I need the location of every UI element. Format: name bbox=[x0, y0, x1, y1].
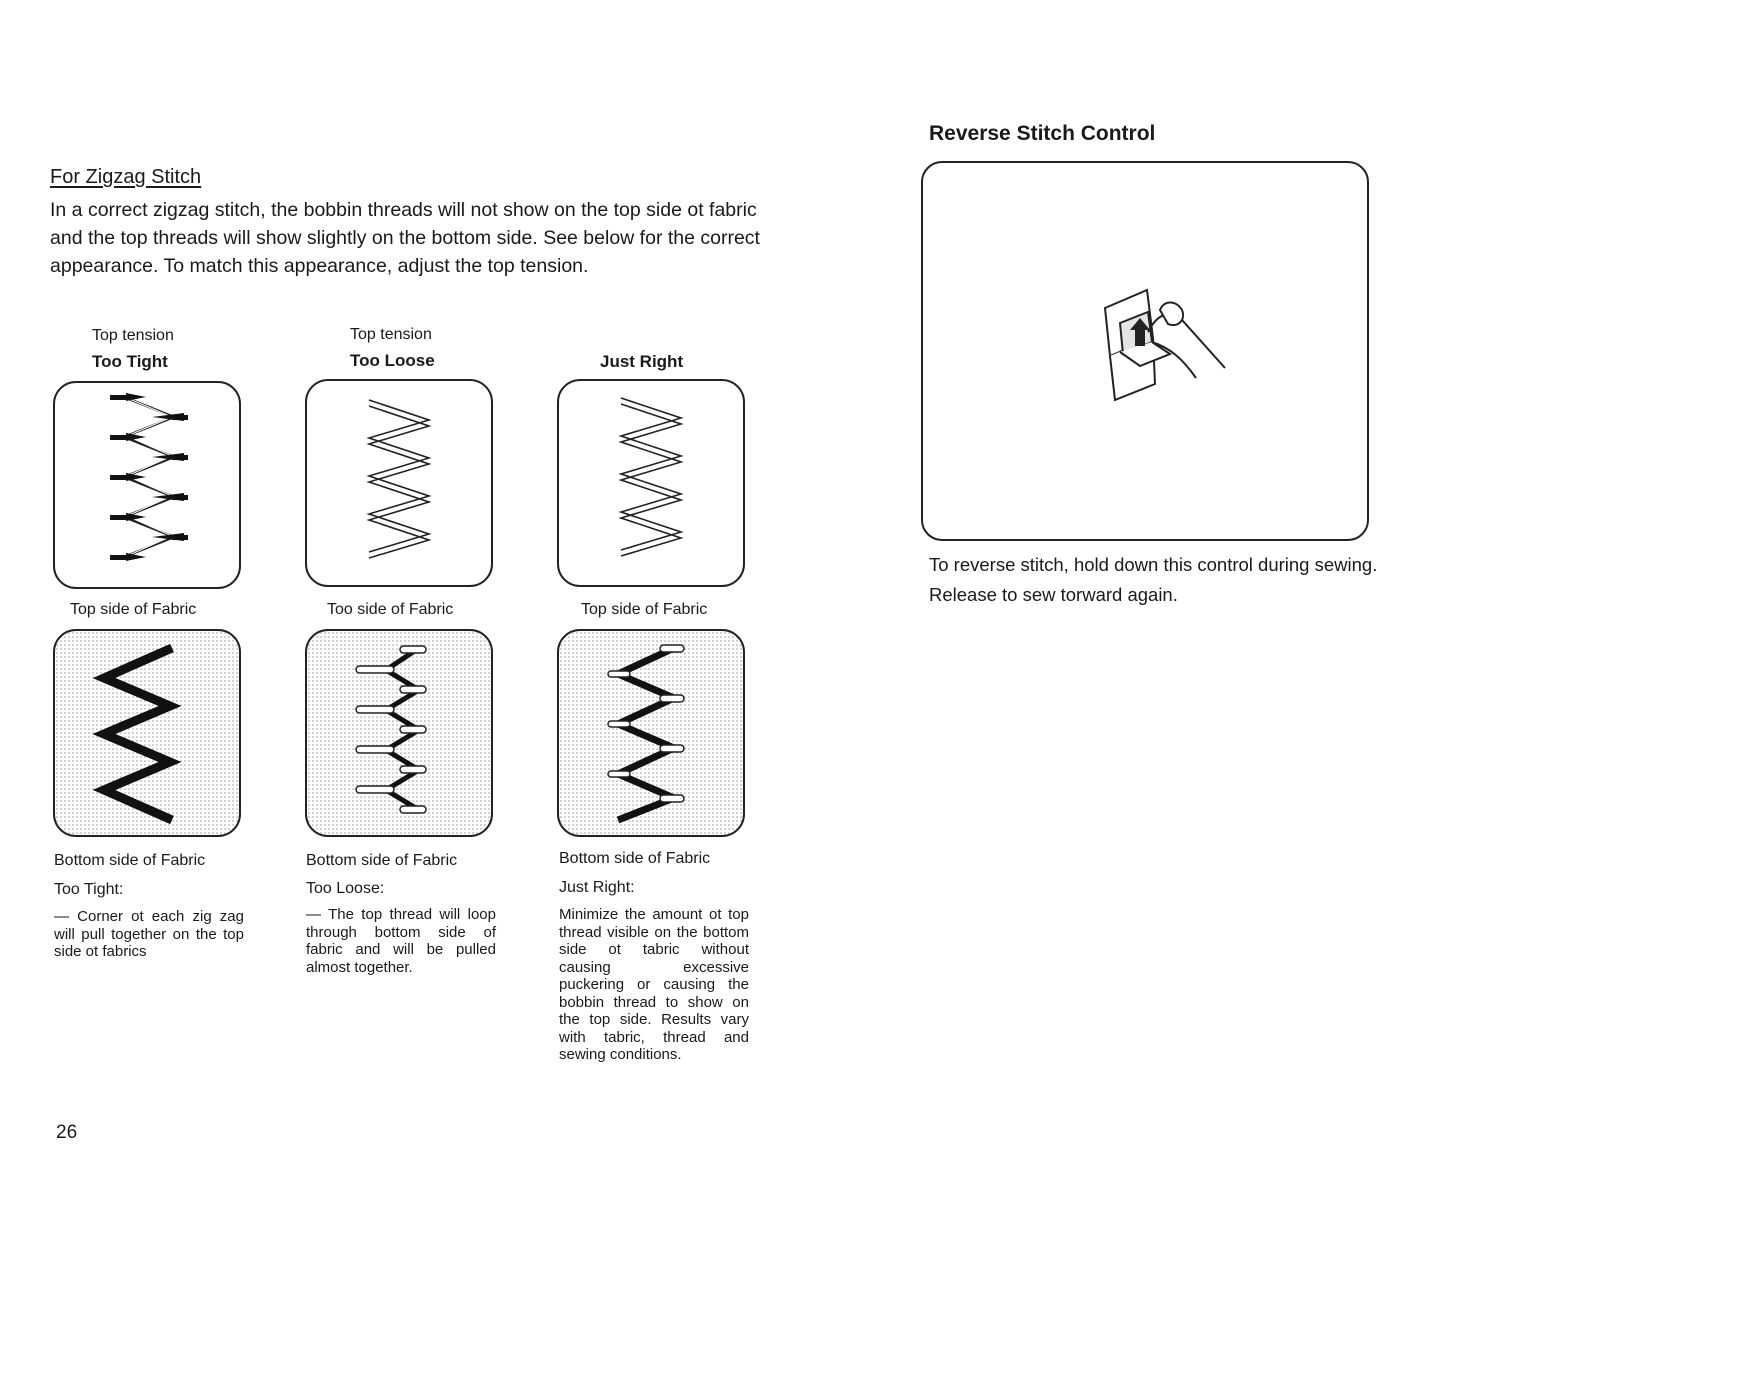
bottom-side-just-right-illustration bbox=[556, 628, 746, 838]
note-title-too-tight: Too Tight: bbox=[54, 881, 124, 898]
title-too-loose: Too Loose bbox=[350, 351, 435, 370]
tension-label-too-loose: Top tension bbox=[350, 326, 432, 343]
reverse-stitch-instructions bbox=[929, 550, 1379, 609]
top-side-label-too-tight: Top side of Fabric bbox=[70, 601, 197, 618]
reverse-stitch-line-1: To reverse stitch, hold down this control during sewing. bbox=[929, 554, 1378, 575]
title-just-right: Just Right bbox=[600, 352, 684, 371]
note-just-right: Minimize the amount ot top thread visible on the bottom side ot tabric without causing excessive puckering or causing the bobbin thread to show on the top side. Results vary with tabric, thread and sewing conditions. bbox=[559, 906, 749, 1063]
top-side-too-tight-illustration bbox=[52, 380, 242, 590]
bottom-side-too-loose-illustration bbox=[304, 628, 494, 838]
note-too-loose: — The top thread will loop through bottom side of fabric and will be pulled almost together. bbox=[306, 906, 496, 976]
reverse-control-illustration bbox=[920, 160, 1370, 542]
bottom-side-too-tight-illustration bbox=[52, 628, 242, 838]
bottom-side-label-too-loose: Bottom side of Fabric bbox=[306, 852, 458, 869]
top-side-label-just-right: Top side of Fabric bbox=[581, 601, 708, 618]
note-title-just-right: Just Right: bbox=[559, 879, 635, 896]
top-side-too-loose-illustration bbox=[304, 378, 494, 588]
tension-label-too-tight: Top tension bbox=[92, 327, 174, 344]
bottom-side-label-just-right: Bottom side of Fabric bbox=[559, 850, 711, 867]
reverse-stitch-line-2: Release to sew torward again. bbox=[929, 584, 1178, 605]
note-title-too-loose: Too Loose: bbox=[306, 880, 385, 897]
top-side-label-too-loose: Too side of Fabric bbox=[327, 601, 454, 618]
bottom-side-label-too-tight: Bottom side of Fabric bbox=[54, 852, 206, 869]
zigzag-section-heading: For Zigzag Stitch bbox=[50, 166, 202, 188]
top-side-just-right-illustration bbox=[556, 378, 746, 588]
reverse-stitch-heading: Reverse Stitch Control bbox=[929, 122, 1156, 145]
title-too-tight: Too Tight bbox=[92, 352, 168, 371]
zigzag-intro-text: In a correct zigzag stitch, the bobbin threads will not show on the top side ot fabric and the top threads will show slightly on the bottom side. See below for the correct appearance. To match this appearance, adjust the top tension. bbox=[50, 199, 760, 277]
page-number: 26 bbox=[56, 1122, 78, 1143]
note-too-tight: — Corner ot each zig zag will pull together on the top side ot fabrics bbox=[54, 908, 244, 960]
